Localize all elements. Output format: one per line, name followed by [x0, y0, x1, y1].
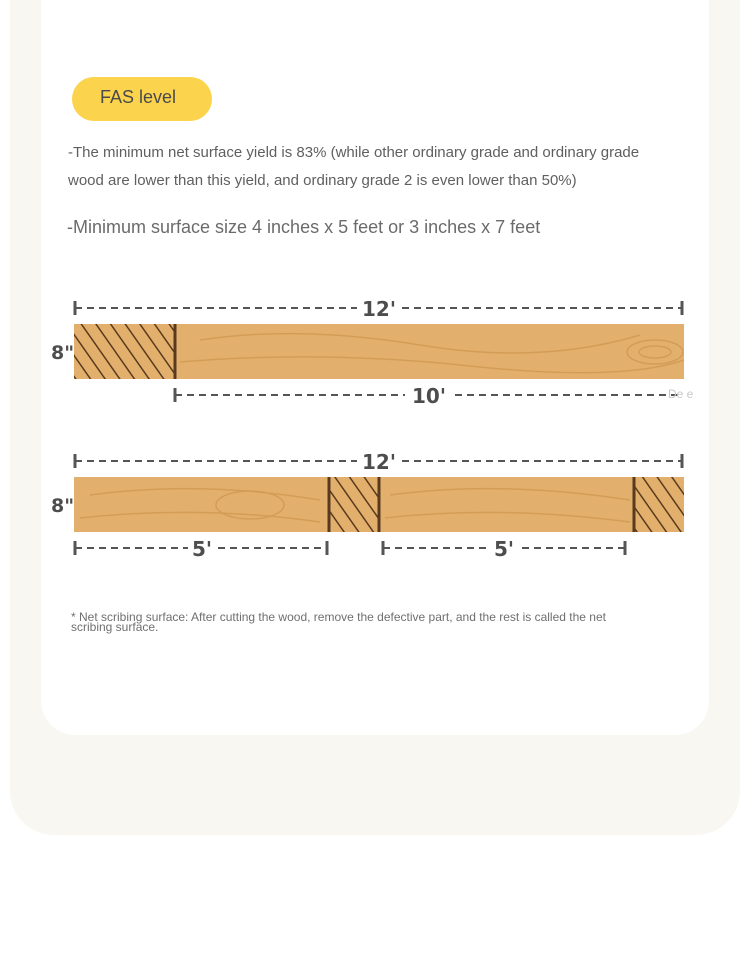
bottom-width-label: 8": [51, 495, 75, 517]
bottom-cut1-label: 5': [191, 537, 213, 561]
surface-size-text: -Minimum surface size 4 inches x 5 feet or 3 inches x 7 feet: [67, 217, 541, 237]
bottom-length-label: 12': [362, 450, 396, 474]
top-cut-label: 10': [412, 384, 446, 408]
bottom-defect-middle: [329, 477, 379, 532]
bottom-defect-end: [634, 477, 684, 532]
top-defect-area: [74, 324, 175, 379]
grade-badge: FAS level: [72, 77, 212, 121]
top-length-label: 12': [362, 297, 396, 321]
board-diagram: [0, 280, 750, 570]
top-board: [51, 297, 694, 408]
bottom-cut2-label: 5': [493, 537, 515, 561]
net-surface-note: * Net scribing surface: After cutting the wood, remove the defective part, and the rest is called the net scribing surface.: [71, 610, 606, 634]
top-cut-extra-label: De e: [668, 387, 694, 401]
bottom-board: [51, 450, 684, 561]
top-width-label: 8": [51, 342, 75, 364]
yield-text: -The minimum net surface yield is 83% (while other ordinary grade and ordinary grade wood are lower than this yield, and ordinary grade 2 is even lower than 50%): [68, 144, 640, 189]
